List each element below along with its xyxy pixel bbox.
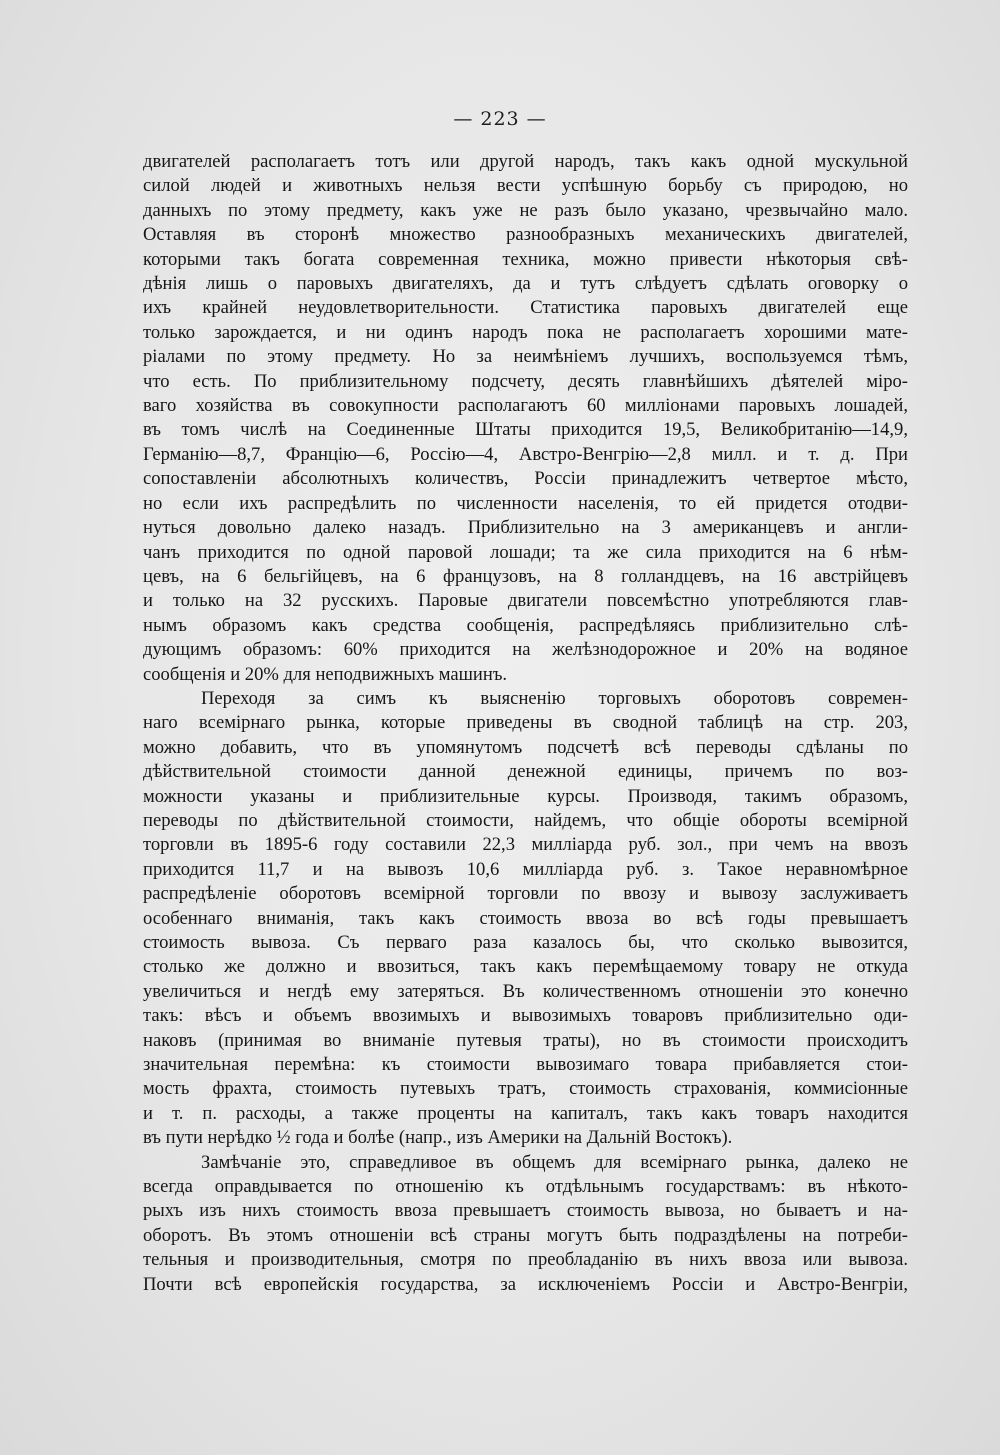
text-line: и т. п. расходы, а также проценты на капиталъ, такъ какъ товаръ находится [143,1102,908,1124]
text-line: сопоставленіи абсолютныхъ количествъ, Россіи принадлежитъ четвертое мѣсто, [143,468,908,490]
text-line: можности указаны и приблизительные курсы. Производя, такимъ образомъ, [143,785,908,807]
text-line: нымъ образомъ какъ средства сообщенія, распредѣляясь приблизительно слѣ- [143,614,908,636]
text-line: рыхъ изъ нихъ стоимость ввоза превышаетъ стоимость вывоза, но бываетъ и на- [143,1200,908,1222]
body-text [143,150,908,1297]
text-line: приходится 11,7 и на вывозъ 10,6 милліарда руб. з. Такое неравномѣрное [143,858,908,880]
paragraph-1 [143,150,908,687]
text-line: нуться довольно далеко назадъ. Приблизительно на 3 американцевъ и англи- [143,517,908,539]
text-line: такъ: вѣсъ и объемъ ввозимыхъ и вывозимыхъ товаровъ приблизительно оди- [143,1005,908,1027]
text-line: ваго хозяйства въ совокупности располагаютъ 60 милліонами паровыхъ лошадей, [143,395,908,417]
text-line: распредѣленіе оборотовъ всемірной торговли по ввозу и вывозу заслуживаетъ [143,883,908,905]
paragraph-3 [143,1151,908,1297]
text-line: въ томъ числѣ на Соединенные Штаты приходится 19,5, Великобританію—14,9, [143,419,908,441]
text-line: двигателей располагаетъ тотъ или другой народъ, такъ какъ одной мускульной [143,151,908,172]
text-line: Замѣчаніе это, справедливое въ общемъ для всемірнаго рынка, далеко не [201,1151,908,1173]
text-line: всегда оправдывается по отношенію къ отдѣльнымъ государствамъ: въ нѣкото- [143,1176,908,1198]
text-line: тельныя и производительныя, смотря по преобладанію въ нихъ ввоза или вывоза. [143,1249,908,1271]
text-line: данныхъ по этому предмету, какъ уже не разъ было указано, чрезвычайно мало. [143,199,908,221]
text-line: чанъ приходится по одной паровой лошади; та же сила приходится на 6 нѣм- [143,541,908,563]
text-line: дѣнія лишь о паровыхъ двигателяхъ, да и тутъ слѣдуетъ сдѣлать оговорку о [143,273,908,295]
text-line: но если ихъ распредѣлить по численности населенія, то ей придется отодви- [143,492,908,514]
text-line: можно добавить, что въ упомянутомъ подсчетѣ всѣ переводы сдѣланы по [143,736,908,758]
text-line: ріалами по этому предмету. Но за неимѣніемъ лучшихъ, воспользуемся тѣмъ, [143,346,908,368]
text-line: увеличиться и негдѣ ему затеряться. Въ количественномъ отношеніи это конечно [143,980,908,1002]
text-line: наго всемірнаго рынка, которые приведены въ сводной таблицѣ на стр. 203, [143,712,908,734]
text-line: Переходя за симъ къ выясненію торговыхъ оборотовъ современ- [201,687,908,709]
text-line: Оставляя въ сторонѣ множество разнообразныхъ механическихъ двигателей, [143,224,908,246]
text-line: Германію—8,7, Францію—6, Россію—4, Австро-Венгрію—2,8 милл. и т. д. При [143,443,908,465]
text-line: силой людей и животныхъ нельзя вести успѣшную борьбу съ природою, но [143,175,908,197]
text-line: въ пути нерѣдко ½ года и болѣе (напр., изъ Америки на Дальній Востокъ). [143,1127,733,1149]
page-number: — 223 — [453,108,547,130]
text-line: стоимость вывоза. Съ перваго раза казалось бы, что сколько вывозится, [143,932,908,953]
text-line: что есть. По приблизительному подсчету, десять главнѣйшихъ дѣятелей міро- [143,370,908,392]
text-line: дѣйствительной стоимости данной денежной единицы, причемъ по воз- [143,761,908,783]
text-line: и только на 32 русскихъ. Паровые двигатели повсемѣстно употребляются глав- [143,590,908,612]
text-line: мость фрахта, стоимость путевыхъ тратъ, стоимость страхованія, коммисіонные [143,1078,908,1100]
paragraph-2 [143,687,908,1151]
text-line: которыми такъ богата современная техника, можно привести нѣкоторыя свѣ- [143,248,908,270]
text-line: особеннаго вниманія, такъ какъ стоимость ввоза во всѣ годы превышаетъ [143,907,908,929]
text-line: дующимъ образомъ: 60% приходится на желѣзнодорожное и 20% на водяное [143,639,908,661]
text-line: цевъ, на 6 бельгійцевъ, на 6 французовъ, на 8 голландцевъ, на 16 австрійцевъ [143,565,908,587]
text-line: только зарождается, и ни одинъ народъ пока не располагаетъ хорошими мате- [143,321,908,343]
text-line: торговли въ 1895-6 году составили 22,3 милліарда руб. зол., при чемъ на ввозъ [143,834,908,856]
text-line: сообщенія и 20% для неподвижныхъ машинъ. [143,663,508,685]
text-line: столько же должно и ввозиться, такъ какъ перемѣщаемому товару не откуда [143,956,908,978]
text-line: наковъ (принимая во вниманіе путевыя траты), но въ стоимости происходитъ [143,1029,908,1051]
text-line: оборотъ. Въ этомъ отношеніи всѣ страны могутъ быть подраздѣлены на потреби- [143,1224,908,1246]
text-line: Почти всѣ европейскія государства, за исключеніемъ Россіи и Австро-Венгріи, [143,1273,908,1295]
text-line: значительная перемѣна: къ стоимости вывозимаго товара прибавляется стои- [143,1054,908,1076]
text-line: переводы по дѣйствительной стоимости, найдемъ, что общіе обороты всемірной [143,809,908,831]
text-line: ихъ крайней неудовлетворительности. Статистика паровыхъ двигателей еще [143,297,908,319]
